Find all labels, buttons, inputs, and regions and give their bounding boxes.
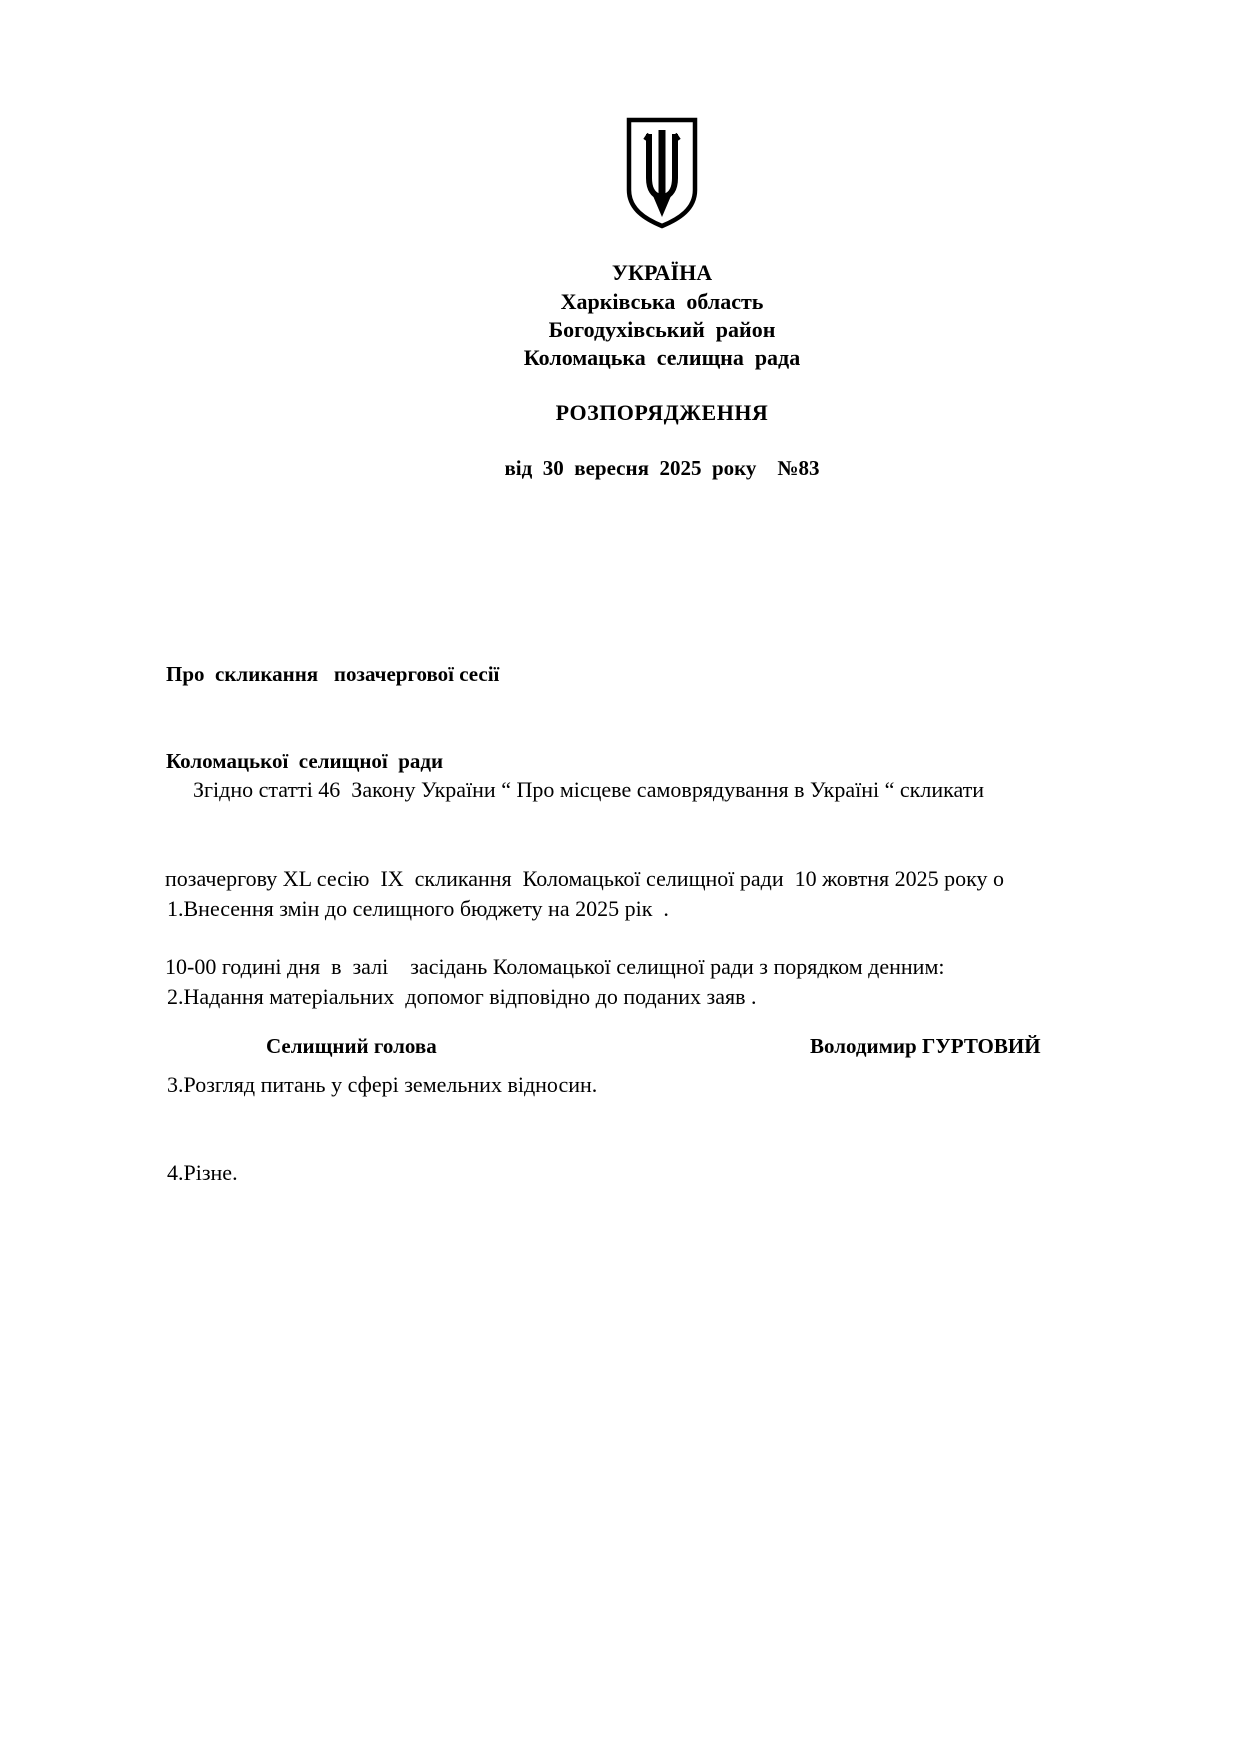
agenda-item: 2.Надання матеріальних допомог відповідно до поданих заяв . xyxy=(167,984,757,1010)
date-and-number-line: від 30 вересня 2025 року №83 xyxy=(504,456,820,480)
subject-line-1: Про скликання позачергової сесії xyxy=(166,662,500,686)
signatory-position: Селищний голова xyxy=(266,1034,437,1058)
coat-of-arms xyxy=(625,116,699,230)
ukraine-trident-shield-icon xyxy=(625,116,699,230)
body-line-3: 10-00 годині дня в залі засідань Коломацької селищної ради з порядком денним: xyxy=(165,954,945,979)
body-line-1: Згідно статті 46 Закону України “ Про місцеве самоврядування в Україні “ скликати xyxy=(193,777,985,802)
subject-line-2: Коломацької селищної ради xyxy=(166,749,444,773)
agenda-list xyxy=(167,835,756,1247)
body-line-2: позачергову XL сесію ІХ скликання Коломацької селищної ради 10 жовтня 2025 року о xyxy=(165,865,1005,891)
agenda-item: 4.Різне. xyxy=(167,1160,238,1186)
header-district: Богодухівський район xyxy=(548,317,776,342)
signatory-name: Володимир ГУРТОВИЙ xyxy=(810,1034,1041,1058)
header-council: Коломацька селищна рада xyxy=(523,345,801,370)
agenda-item: 1.Внесення змін до селищного бюджету на 2025 рік . xyxy=(167,895,669,921)
document-type-title: РОЗПОРЯДЖЕННЯ xyxy=(555,400,769,425)
header-region: Харківська область xyxy=(560,289,764,314)
agenda-item: 3.Розгляд питань у сфері земельних відносин. xyxy=(167,1072,598,1098)
header-country: УКРАЇНА xyxy=(611,260,713,285)
